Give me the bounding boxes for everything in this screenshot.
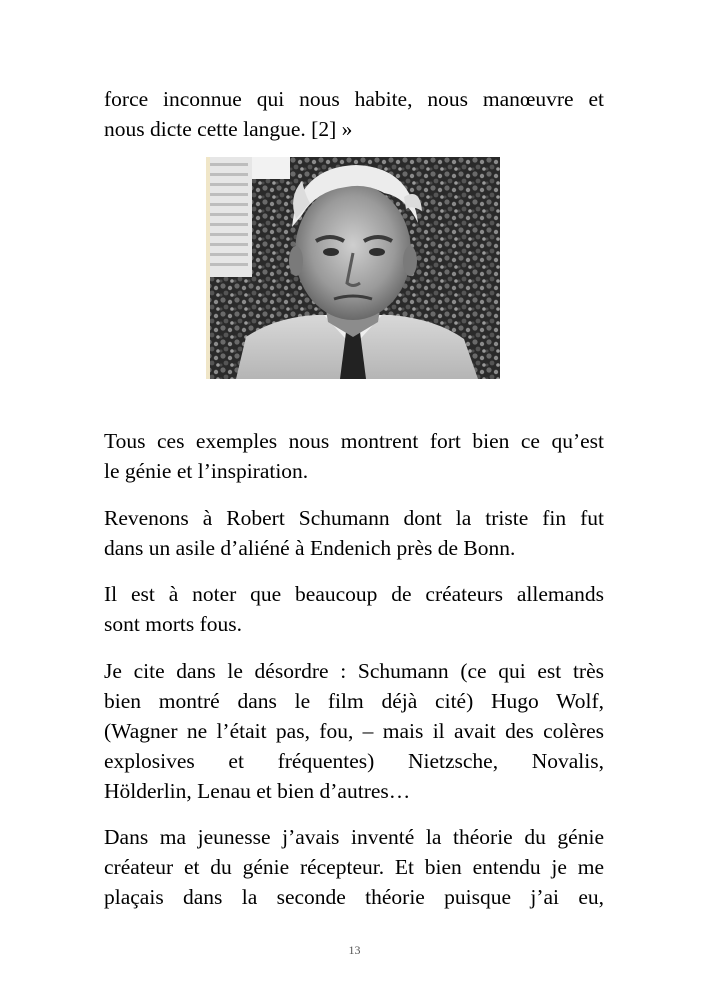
text-line: plaçais dans la seconde théorie puisque j’ai eu, [104, 885, 604, 909]
paragraph-german-creators [104, 579, 604, 639]
portrait-photo [206, 157, 500, 379]
paragraph-quote-end [104, 84, 604, 144]
page-number: 13 [348, 943, 361, 957]
text-line: bien montré dans le film déjà cité) Hugo Wolf, [104, 689, 604, 713]
paragraph-schumann [104, 503, 604, 563]
text-line: créateur et du génie récepteur. Et bien entendu je me [104, 855, 604, 879]
text-line: Dans ma jeunesse j’avais inventé la théorie du génie [104, 825, 604, 849]
paragraph-youth-theory [104, 822, 604, 912]
paragraph-examples [104, 426, 604, 486]
text-line: explosives et fréquentes) Nietzsche, Novalis, [104, 749, 604, 773]
text-line: Tous ces exemples nous montrent fort bien ce qu’est [104, 429, 604, 453]
text-line: dans un asile d’aliéné à Endenich près de Bonn. [104, 536, 516, 560]
text-line: Je cite dans le désordre : Schumann (ce qui est très [104, 659, 604, 683]
text-line: Revenons à Robert Schumann dont la triste fin fut [104, 506, 604, 530]
text-line: Il est à noter que beaucoup de créateurs allemands [104, 582, 604, 606]
text-line: sont morts fous. [104, 612, 242, 636]
text-line: force inconnue qui nous habite, nous manœuvre et [104, 87, 604, 111]
text-line: (Wagner ne l’était pas, fou, – mais il avait des colères [104, 719, 604, 743]
text-line: Hölderlin, Lenau et bien d’autres… [104, 779, 411, 803]
text-line: nous dicte cette langue. [2] » [104, 117, 353, 141]
text-line: le génie et l’inspiration. [104, 459, 309, 483]
paragraph-list-of-names [104, 656, 604, 806]
